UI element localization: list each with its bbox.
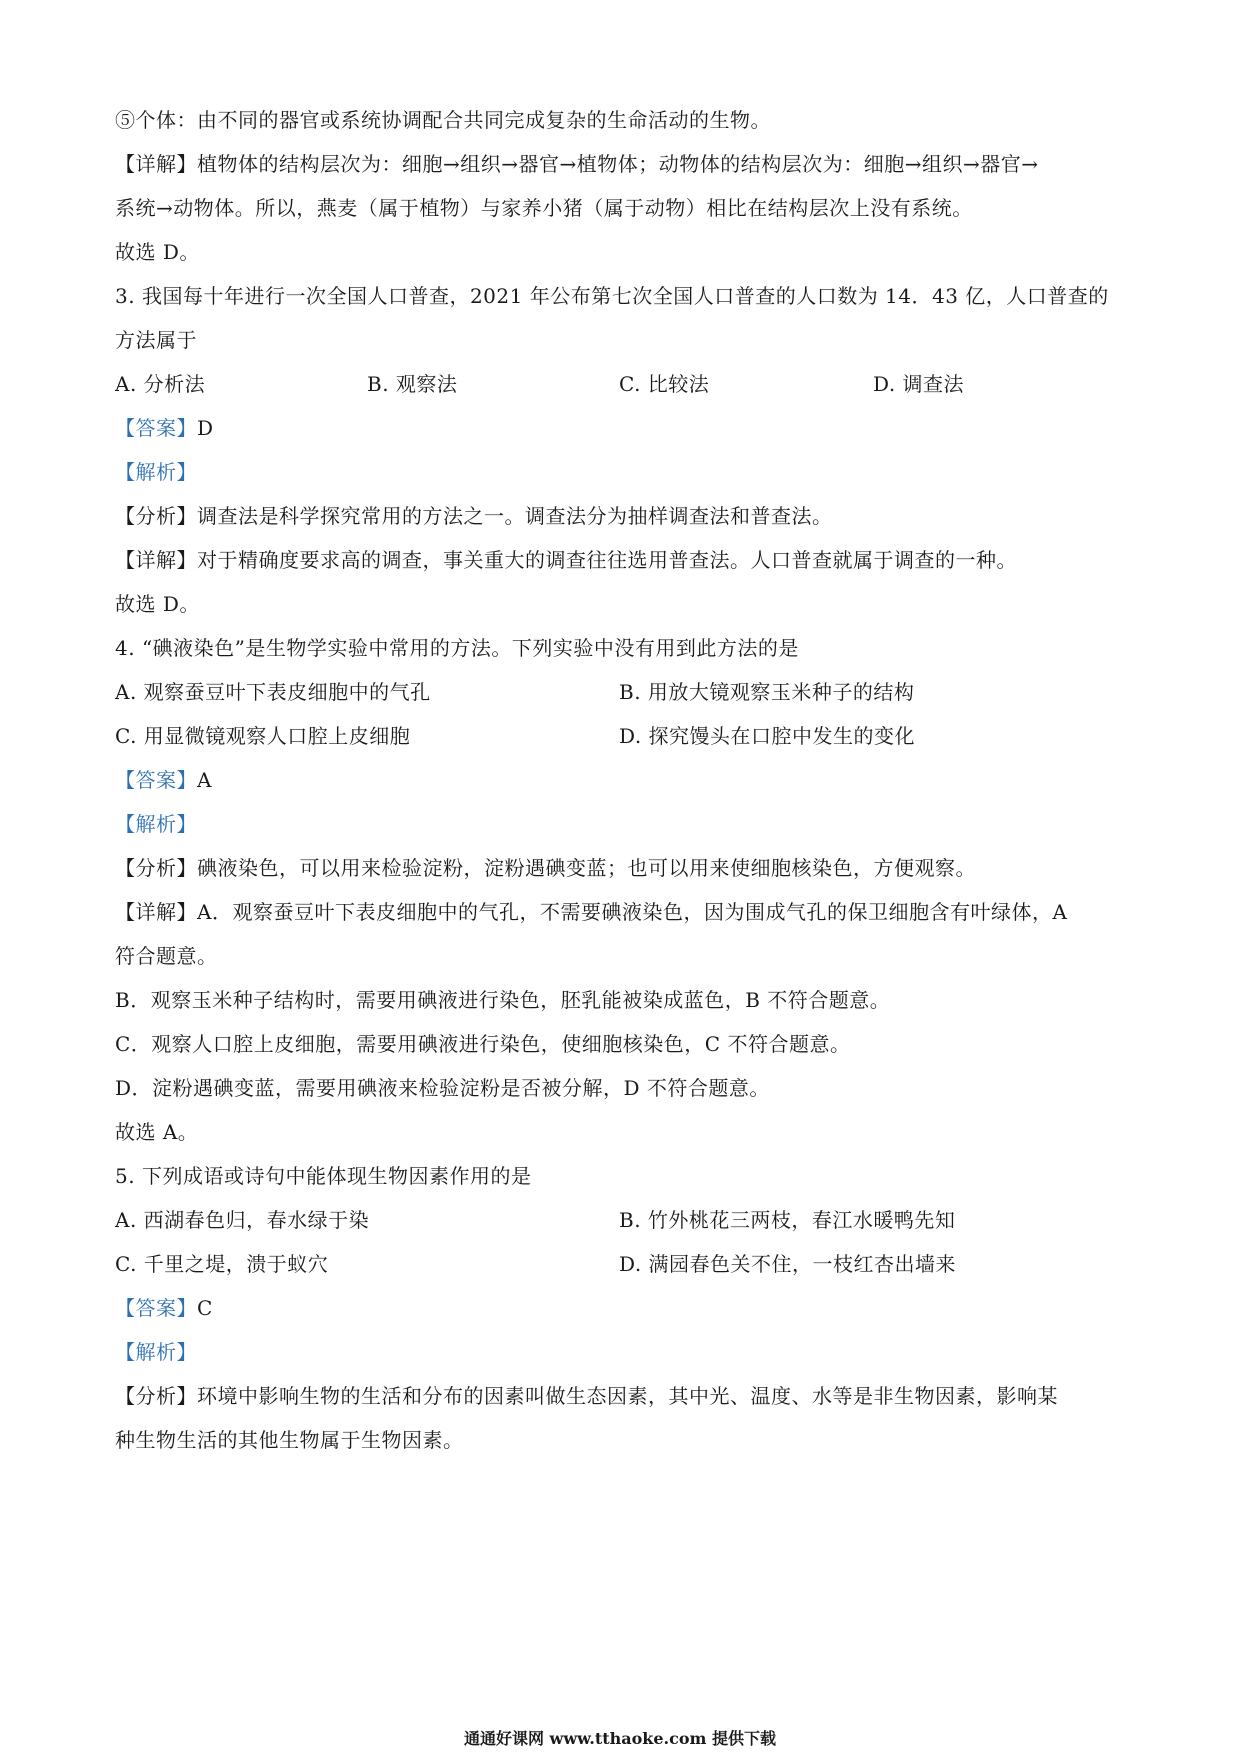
q4-option-a: A. 观察蚕豆叶下表皮细胞中的气孔 xyxy=(115,680,431,704)
answer-tag: 【答案】 xyxy=(115,768,197,792)
q4-detail-d: D．淀粉遇碘变蓝，需要用碘液来检验淀粉是否被分解，D 不符合题意。 xyxy=(115,1076,770,1100)
q4-detail-continued: 符合题意。 xyxy=(115,944,218,968)
choice-text: 故选 D。 xyxy=(115,240,200,264)
q5-option-c: C. 千里之堤，溃于蚁穴 xyxy=(115,1252,329,1276)
question-4-stem: 4. “碘液染色”是生物学实验中常用的方法。下列实验中没有用到此方法的是 xyxy=(115,636,799,660)
q3-option-b: B. 观察法 xyxy=(367,372,458,396)
detail-tag: 【详解】 xyxy=(115,152,197,176)
q3-analysis-tag: 【解析】 xyxy=(115,460,197,484)
detail-text-continued: 系统→动物体。所以，燕麦（属于植物）与家养小猪（属于动物）相比在结构层次上没有系统。 xyxy=(115,196,973,220)
fenxi-tag: 【分析】 xyxy=(115,1384,197,1408)
fenxi-text: 碘液染色，可以用来检验淀粉，淀粉遇碘变蓝；也可以用来使细胞核染色，方便观察。 xyxy=(197,856,976,880)
q3-choice: 故选 D。 xyxy=(115,592,200,616)
answer-tag: 【答案】 xyxy=(115,416,197,440)
q4-answer xyxy=(115,766,212,794)
q4-choice: 故选 A。 xyxy=(115,1120,199,1144)
answer-value: D xyxy=(197,416,214,440)
q5-option-b: B. 竹外桃花三两枝，春江水暖鸭先知 xyxy=(619,1208,956,1232)
q5-analysis-tag: 【解析】 xyxy=(115,1340,197,1364)
question-5-stem: 5. 下列成语或诗句中能体现生物因素作用的是 xyxy=(115,1164,532,1188)
question-3-stem-continued: 方法属于 xyxy=(115,328,197,352)
q4-option-c: C. 用显微镜观察人口腔上皮细胞 xyxy=(115,724,411,748)
fenxi-tag: 【分析】 xyxy=(115,504,197,528)
detail-tag: 【详解】 xyxy=(115,900,197,924)
question-3-stem: 3. 我国每十年进行一次全国人口普查，2021 年公布第七次全国人口普查的人口数为 14．43 亿，人口普查的 xyxy=(115,284,1109,308)
answer-value: C xyxy=(197,1296,213,1320)
detail-text: 对于精确度要求高的调查，事关重大的调查往往选用普查法。人口普查就属于调查的一种。 xyxy=(197,548,1017,572)
q5-option-d: D. 满园春色关不住，一枝红杏出墙来 xyxy=(619,1252,957,1276)
fenxi-text: 调查法是科学探究常用的方法之一。调查法分为抽样调查法和普查法。 xyxy=(197,504,833,528)
q3-option-a: A. 分析法 xyxy=(115,372,206,396)
detail-tag: 【详解】 xyxy=(115,548,197,572)
q5-option-a: A. 西湖春色归，春水绿于染 xyxy=(115,1208,370,1232)
q4-detail-c: C．观察人口腔上皮细胞，需要用碘液进行染色，使细胞核染色，C 不符合题意。 xyxy=(115,1032,851,1056)
q4-detail-b: B．观察玉米种子结构时，需要用碘液进行染色，胚乳能被染成蓝色，B 不符合题意。 xyxy=(115,988,891,1012)
detail-paragraph xyxy=(115,150,1039,178)
q3-answer xyxy=(115,414,214,442)
footer-watermark: 通通好课网 www.tthaoke.com 提供下载 xyxy=(463,1729,777,1748)
q3-option-d: D. 调查法 xyxy=(873,372,965,396)
q3-detail xyxy=(115,546,1017,574)
fenxi-text: 环境中影响生物的生活和分布的因素叫做生态因素，其中光、温度、水等是非生物因素，影响某 xyxy=(197,1384,1058,1408)
q4-option-b: B. 用放大镜观察玉米种子的结构 xyxy=(619,680,915,704)
q4-option-d: D. 探究馒头在口腔中发生的变化 xyxy=(619,724,916,748)
answer-value: A xyxy=(197,768,212,792)
q4-fenxi xyxy=(115,854,976,882)
q5-fenxi xyxy=(115,1382,1058,1410)
q5-answer xyxy=(115,1294,213,1322)
answer-tag: 【答案】 xyxy=(115,1296,197,1320)
item-5-text: ⑤个体：由不同的器官或系统协调配合共同完成复杂的生命活动的生物。 xyxy=(115,108,771,132)
q3-option-c: C. 比较法 xyxy=(619,372,710,396)
q3-fenxi xyxy=(115,502,833,530)
q4-analysis-tag: 【解析】 xyxy=(115,812,197,836)
fenxi-tag: 【分析】 xyxy=(115,856,197,880)
detail-text: 植物体的结构层次为：细胞→组织→器官→植物体；动物体的结构层次为：细胞→组织→器官→ xyxy=(197,152,1039,176)
q4-detail xyxy=(115,898,1067,926)
detail-text: A．观察蚕豆叶下表皮细胞中的气孔，不需要碘液染色，因为围成气孔的保卫细胞含有叶绿体，A xyxy=(197,900,1068,924)
q5-fenxi-continued: 种生物生活的其他生物属于生物因素。 xyxy=(115,1428,464,1452)
